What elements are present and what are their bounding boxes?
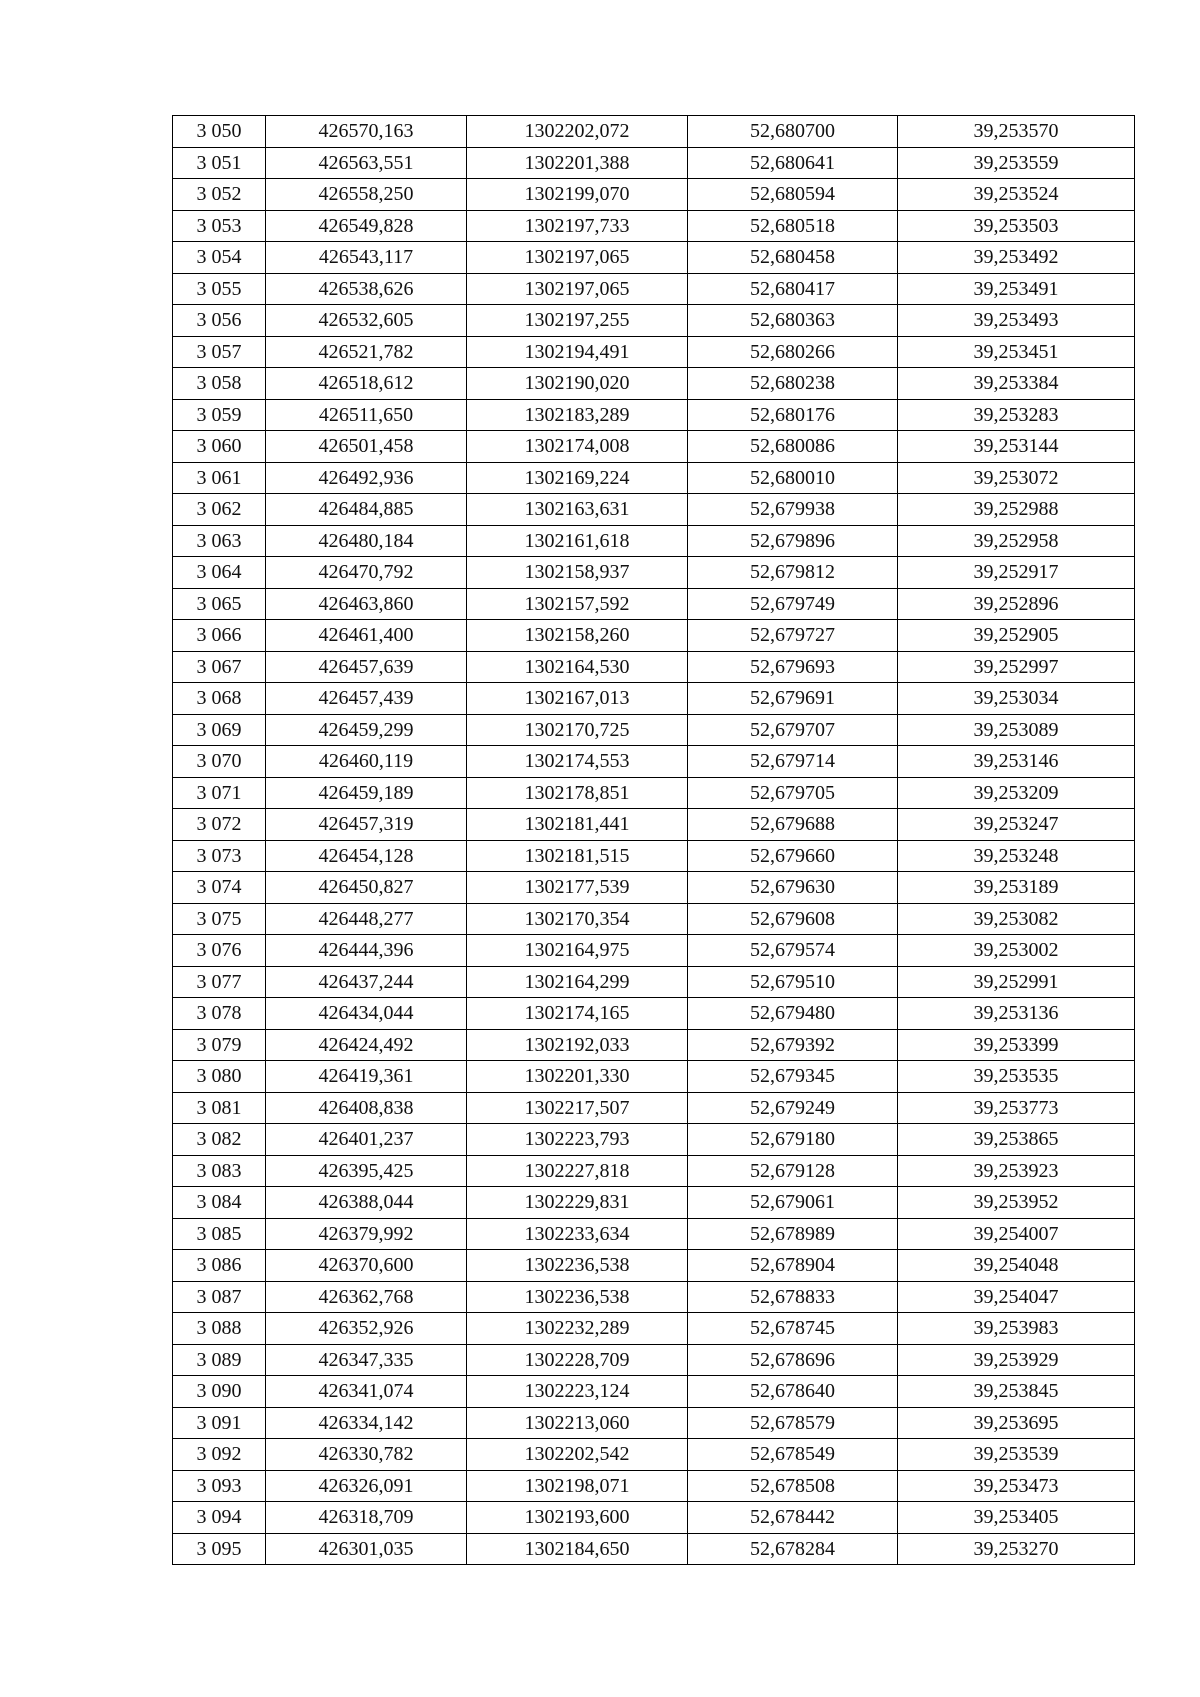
coord-y-cell: 1302193,600 <box>467 1502 688 1534</box>
point-number-cell: 3 063 <box>173 525 266 557</box>
longitude-cell: 39,253983 <box>898 1313 1135 1345</box>
coord-y-cell: 1302201,388 <box>467 147 688 179</box>
point-number-cell: 3 062 <box>173 494 266 526</box>
latitude-cell: 52,679630 <box>688 872 898 904</box>
table-row <box>173 588 1135 620</box>
table-row <box>173 1124 1135 1156</box>
table-row <box>173 431 1135 463</box>
point-number-cell: 3 059 <box>173 399 266 431</box>
coord-y-cell: 1302183,289 <box>467 399 688 431</box>
longitude-cell: 39,252905 <box>898 620 1135 652</box>
coord-x-cell: 426461,400 <box>266 620 467 652</box>
coord-y-cell: 1302201,330 <box>467 1061 688 1093</box>
longitude-cell: 39,253283 <box>898 399 1135 431</box>
latitude-cell: 52,678579 <box>688 1407 898 1439</box>
longitude-cell: 39,253451 <box>898 336 1135 368</box>
coord-y-cell: 1302229,831 <box>467 1187 688 1219</box>
coord-y-cell: 1302197,065 <box>467 273 688 305</box>
latitude-cell: 52,680086 <box>688 431 898 463</box>
coord-x-cell: 426518,612 <box>266 368 467 400</box>
coord-x-cell: 426301,035 <box>266 1533 467 1565</box>
table-row <box>173 872 1135 904</box>
table-row <box>173 1281 1135 1313</box>
latitude-cell: 52,678833 <box>688 1281 898 1313</box>
longitude-cell: 39,253524 <box>898 179 1135 211</box>
longitude-cell: 39,253865 <box>898 1124 1135 1156</box>
coord-x-cell: 426444,396 <box>266 935 467 967</box>
table-row <box>173 336 1135 368</box>
point-number-cell: 3 050 <box>173 116 266 148</box>
coord-x-cell: 426492,936 <box>266 462 467 494</box>
longitude-cell: 39,254007 <box>898 1218 1135 1250</box>
longitude-cell: 39,253144 <box>898 431 1135 463</box>
latitude-cell: 52,679812 <box>688 557 898 589</box>
latitude-cell: 52,679249 <box>688 1092 898 1124</box>
coord-x-cell: 426563,551 <box>266 147 467 179</box>
latitude-cell: 52,678696 <box>688 1344 898 1376</box>
coord-y-cell: 1302177,539 <box>467 872 688 904</box>
coord-x-cell: 426538,626 <box>266 273 467 305</box>
point-number-cell: 3 053 <box>173 210 266 242</box>
table-row <box>173 1155 1135 1187</box>
latitude-cell: 52,679061 <box>688 1187 898 1219</box>
table-row <box>173 1218 1135 1250</box>
coord-x-cell: 426318,709 <box>266 1502 467 1534</box>
table-row <box>173 1344 1135 1376</box>
table-row <box>173 147 1135 179</box>
coord-x-cell: 426330,782 <box>266 1439 467 1471</box>
coord-y-cell: 1302202,542 <box>467 1439 688 1471</box>
coord-x-cell: 426521,782 <box>266 336 467 368</box>
longitude-cell: 39,252997 <box>898 651 1135 683</box>
latitude-cell: 52,680594 <box>688 179 898 211</box>
latitude-cell: 52,680010 <box>688 462 898 494</box>
longitude-cell: 39,254048 <box>898 1250 1135 1282</box>
coord-x-cell: 426388,044 <box>266 1187 467 1219</box>
coord-x-cell: 426326,091 <box>266 1470 467 1502</box>
point-number-cell: 3 092 <box>173 1439 266 1471</box>
point-number-cell: 3 069 <box>173 714 266 746</box>
point-number-cell: 3 079 <box>173 1029 266 1061</box>
latitude-cell: 52,680417 <box>688 273 898 305</box>
table-row <box>173 1376 1135 1408</box>
coord-y-cell: 1302197,733 <box>467 210 688 242</box>
coord-y-cell: 1302202,072 <box>467 116 688 148</box>
point-number-cell: 3 074 <box>173 872 266 904</box>
point-number-cell: 3 051 <box>173 147 266 179</box>
table-row <box>173 1061 1135 1093</box>
coord-y-cell: 1302181,441 <box>467 809 688 841</box>
table-row <box>173 998 1135 1030</box>
point-number-cell: 3 091 <box>173 1407 266 1439</box>
longitude-cell: 39,253248 <box>898 840 1135 872</box>
longitude-cell: 39,253493 <box>898 305 1135 337</box>
coord-y-cell: 1302228,709 <box>467 1344 688 1376</box>
coord-y-cell: 1302174,165 <box>467 998 688 1030</box>
longitude-cell: 39,253773 <box>898 1092 1135 1124</box>
latitude-cell: 52,679608 <box>688 903 898 935</box>
coord-y-cell: 1302158,260 <box>467 620 688 652</box>
table-row <box>173 683 1135 715</box>
latitude-cell: 52,678745 <box>688 1313 898 1345</box>
coord-x-cell: 426470,792 <box>266 557 467 589</box>
coord-y-cell: 1302174,553 <box>467 746 688 778</box>
table-row <box>173 1250 1135 1282</box>
latitude-cell: 52,679896 <box>688 525 898 557</box>
latitude-cell: 52,679691 <box>688 683 898 715</box>
table-row <box>173 903 1135 935</box>
longitude-cell: 39,252896 <box>898 588 1135 620</box>
longitude-cell: 39,253270 <box>898 1533 1135 1565</box>
longitude-cell: 39,253089 <box>898 714 1135 746</box>
table-row <box>173 1029 1135 1061</box>
coord-y-cell: 1302217,507 <box>467 1092 688 1124</box>
point-number-cell: 3 077 <box>173 966 266 998</box>
coord-x-cell: 426434,044 <box>266 998 467 1030</box>
point-number-cell: 3 094 <box>173 1502 266 1534</box>
table-row <box>173 1187 1135 1219</box>
longitude-cell: 39,253473 <box>898 1470 1135 1502</box>
point-number-cell: 3 081 <box>173 1092 266 1124</box>
coord-x-cell: 426352,926 <box>266 1313 467 1345</box>
table-row <box>173 305 1135 337</box>
coord-x-cell: 426549,828 <box>266 210 467 242</box>
table-row <box>173 1533 1135 1565</box>
coord-y-cell: 1302236,538 <box>467 1281 688 1313</box>
coord-y-cell: 1302199,070 <box>467 179 688 211</box>
longitude-cell: 39,254047 <box>898 1281 1135 1313</box>
latitude-cell: 52,678904 <box>688 1250 898 1282</box>
coord-y-cell: 1302190,020 <box>467 368 688 400</box>
coord-x-cell: 426484,885 <box>266 494 467 526</box>
coord-y-cell: 1302198,071 <box>467 1470 688 1502</box>
coord-y-cell: 1302184,650 <box>467 1533 688 1565</box>
coord-y-cell: 1302178,851 <box>467 777 688 809</box>
table-row <box>173 116 1135 148</box>
longitude-cell: 39,253535 <box>898 1061 1135 1093</box>
latitude-cell: 52,679660 <box>688 840 898 872</box>
coord-x-cell: 426437,244 <box>266 966 467 998</box>
latitude-cell: 52,680176 <box>688 399 898 431</box>
point-number-cell: 3 064 <box>173 557 266 589</box>
coord-x-cell: 426450,827 <box>266 872 467 904</box>
latitude-cell: 52,680238 <box>688 368 898 400</box>
latitude-cell: 52,679180 <box>688 1124 898 1156</box>
point-number-cell: 3 068 <box>173 683 266 715</box>
coord-x-cell: 426543,117 <box>266 242 467 274</box>
latitude-cell: 52,679705 <box>688 777 898 809</box>
table-row <box>173 210 1135 242</box>
point-number-cell: 3 055 <box>173 273 266 305</box>
coord-x-cell: 426395,425 <box>266 1155 467 1187</box>
longitude-cell: 39,253952 <box>898 1187 1135 1219</box>
point-number-cell: 3 072 <box>173 809 266 841</box>
longitude-cell: 39,253189 <box>898 872 1135 904</box>
latitude-cell: 52,678442 <box>688 1502 898 1534</box>
point-number-cell: 3 056 <box>173 305 266 337</box>
table-row <box>173 777 1135 809</box>
point-number-cell: 3 070 <box>173 746 266 778</box>
table-row <box>173 273 1135 305</box>
latitude-cell: 52,680458 <box>688 242 898 274</box>
coord-x-cell: 426457,439 <box>266 683 467 715</box>
table-row <box>173 179 1135 211</box>
latitude-cell: 52,678508 <box>688 1470 898 1502</box>
point-number-cell: 3 087 <box>173 1281 266 1313</box>
coord-y-cell: 1302164,975 <box>467 935 688 967</box>
latitude-cell: 52,679574 <box>688 935 898 967</box>
latitude-cell: 52,680363 <box>688 305 898 337</box>
point-number-cell: 3 084 <box>173 1187 266 1219</box>
coord-x-cell: 426558,250 <box>266 179 467 211</box>
coordinates-table <box>172 115 1135 1565</box>
coord-x-cell: 426457,319 <box>266 809 467 841</box>
longitude-cell: 39,252917 <box>898 557 1135 589</box>
table-row <box>173 809 1135 841</box>
longitude-cell: 39,253034 <box>898 683 1135 715</box>
longitude-cell: 39,253146 <box>898 746 1135 778</box>
point-number-cell: 3 058 <box>173 368 266 400</box>
point-number-cell: 3 085 <box>173 1218 266 1250</box>
point-number-cell: 3 052 <box>173 179 266 211</box>
point-number-cell: 3 086 <box>173 1250 266 1282</box>
coord-x-cell: 426408,838 <box>266 1092 467 1124</box>
point-number-cell: 3 083 <box>173 1155 266 1187</box>
coord-x-cell: 426454,128 <box>266 840 467 872</box>
coord-x-cell: 426459,299 <box>266 714 467 746</box>
latitude-cell: 52,679727 <box>688 620 898 652</box>
point-number-cell: 3 090 <box>173 1376 266 1408</box>
latitude-cell: 52,680641 <box>688 147 898 179</box>
longitude-cell: 39,253405 <box>898 1502 1135 1534</box>
coord-y-cell: 1302232,289 <box>467 1313 688 1345</box>
coord-y-cell: 1302169,224 <box>467 462 688 494</box>
table-row <box>173 651 1135 683</box>
coord-x-cell: 426457,639 <box>266 651 467 683</box>
latitude-cell: 52,679480 <box>688 998 898 1030</box>
longitude-cell: 39,253695 <box>898 1407 1135 1439</box>
table-row <box>173 840 1135 872</box>
longitude-cell: 39,253559 <box>898 147 1135 179</box>
coord-y-cell: 1302213,060 <box>467 1407 688 1439</box>
latitude-cell: 52,679707 <box>688 714 898 746</box>
point-number-cell: 3 088 <box>173 1313 266 1345</box>
latitude-cell: 52,678640 <box>688 1376 898 1408</box>
table-row <box>173 462 1135 494</box>
longitude-cell: 39,253209 <box>898 777 1135 809</box>
coord-x-cell: 426463,860 <box>266 588 467 620</box>
coord-x-cell: 426362,768 <box>266 1281 467 1313</box>
table-row <box>173 966 1135 998</box>
point-number-cell: 3 054 <box>173 242 266 274</box>
table-row <box>173 494 1135 526</box>
coordinates-table-body <box>173 116 1135 1565</box>
longitude-cell: 39,253399 <box>898 1029 1135 1061</box>
table-row <box>173 557 1135 589</box>
coord-x-cell: 426459,189 <box>266 777 467 809</box>
table-row <box>173 368 1135 400</box>
point-number-cell: 3 067 <box>173 651 266 683</box>
coord-x-cell: 426570,163 <box>266 116 467 148</box>
coord-x-cell: 426501,458 <box>266 431 467 463</box>
point-number-cell: 3 071 <box>173 777 266 809</box>
latitude-cell: 52,680518 <box>688 210 898 242</box>
point-number-cell: 3 065 <box>173 588 266 620</box>
coord-y-cell: 1302163,631 <box>467 494 688 526</box>
longitude-cell: 39,253929 <box>898 1344 1135 1376</box>
coord-x-cell: 426334,142 <box>266 1407 467 1439</box>
latitude-cell: 52,679392 <box>688 1029 898 1061</box>
point-number-cell: 3 095 <box>173 1533 266 1565</box>
latitude-cell: 52,678989 <box>688 1218 898 1250</box>
longitude-cell: 39,253072 <box>898 462 1135 494</box>
coord-x-cell: 426341,074 <box>266 1376 467 1408</box>
table-row <box>173 620 1135 652</box>
latitude-cell: 52,679510 <box>688 966 898 998</box>
longitude-cell: 39,253570 <box>898 116 1135 148</box>
longitude-cell: 39,253923 <box>898 1155 1135 1187</box>
coord-y-cell: 1302194,491 <box>467 336 688 368</box>
coord-y-cell: 1302167,013 <box>467 683 688 715</box>
coord-x-cell: 426448,277 <box>266 903 467 935</box>
coord-x-cell: 426401,237 <box>266 1124 467 1156</box>
latitude-cell: 52,680700 <box>688 116 898 148</box>
coord-y-cell: 1302161,618 <box>467 525 688 557</box>
longitude-cell: 39,252991 <box>898 966 1135 998</box>
coord-y-cell: 1302170,354 <box>467 903 688 935</box>
longitude-cell: 39,253002 <box>898 935 1135 967</box>
longitude-cell: 39,253082 <box>898 903 1135 935</box>
longitude-cell: 39,252988 <box>898 494 1135 526</box>
coord-y-cell: 1302236,538 <box>467 1250 688 1282</box>
table-row <box>173 1470 1135 1502</box>
coord-y-cell: 1302164,530 <box>467 651 688 683</box>
point-number-cell: 3 073 <box>173 840 266 872</box>
coord-x-cell: 426511,650 <box>266 399 467 431</box>
coord-y-cell: 1302223,793 <box>467 1124 688 1156</box>
latitude-cell: 52,679938 <box>688 494 898 526</box>
coord-x-cell: 426424,492 <box>266 1029 467 1061</box>
longitude-cell: 39,253136 <box>898 998 1135 1030</box>
longitude-cell: 39,253503 <box>898 210 1135 242</box>
coord-y-cell: 1302223,124 <box>467 1376 688 1408</box>
point-number-cell: 3 060 <box>173 431 266 463</box>
table-row <box>173 1439 1135 1471</box>
table-row <box>173 1092 1135 1124</box>
coord-y-cell: 1302197,065 <box>467 242 688 274</box>
table-row <box>173 1407 1135 1439</box>
table-row <box>173 714 1135 746</box>
table-row <box>173 746 1135 778</box>
coord-y-cell: 1302233,634 <box>467 1218 688 1250</box>
longitude-cell: 39,253492 <box>898 242 1135 274</box>
point-number-cell: 3 066 <box>173 620 266 652</box>
coord-x-cell: 426379,992 <box>266 1218 467 1250</box>
table-row <box>173 1502 1135 1534</box>
coord-y-cell: 1302181,515 <box>467 840 688 872</box>
latitude-cell: 52,680266 <box>688 336 898 368</box>
coord-y-cell: 1302157,592 <box>467 588 688 620</box>
coord-x-cell: 426532,605 <box>266 305 467 337</box>
point-number-cell: 3 080 <box>173 1061 266 1093</box>
coord-y-cell: 1302192,033 <box>467 1029 688 1061</box>
longitude-cell: 39,252958 <box>898 525 1135 557</box>
latitude-cell: 52,679688 <box>688 809 898 841</box>
table-row <box>173 242 1135 274</box>
longitude-cell: 39,253491 <box>898 273 1135 305</box>
coord-y-cell: 1302227,818 <box>467 1155 688 1187</box>
point-number-cell: 3 082 <box>173 1124 266 1156</box>
table-row <box>173 935 1135 967</box>
coord-y-cell: 1302164,299 <box>467 966 688 998</box>
latitude-cell: 52,679345 <box>688 1061 898 1093</box>
table-row <box>173 399 1135 431</box>
table-row <box>173 1313 1135 1345</box>
latitude-cell: 52,678284 <box>688 1533 898 1565</box>
point-number-cell: 3 061 <box>173 462 266 494</box>
longitude-cell: 39,253845 <box>898 1376 1135 1408</box>
coord-x-cell: 426419,361 <box>266 1061 467 1093</box>
point-number-cell: 3 093 <box>173 1470 266 1502</box>
coord-y-cell: 1302197,255 <box>467 305 688 337</box>
point-number-cell: 3 089 <box>173 1344 266 1376</box>
point-number-cell: 3 057 <box>173 336 266 368</box>
coord-x-cell: 426460,119 <box>266 746 467 778</box>
coord-y-cell: 1302174,008 <box>467 431 688 463</box>
point-number-cell: 3 075 <box>173 903 266 935</box>
latitude-cell: 52,679714 <box>688 746 898 778</box>
coord-x-cell: 426370,600 <box>266 1250 467 1282</box>
table-row <box>173 525 1135 557</box>
longitude-cell: 39,253247 <box>898 809 1135 841</box>
coord-y-cell: 1302170,725 <box>467 714 688 746</box>
point-number-cell: 3 078 <box>173 998 266 1030</box>
latitude-cell: 52,679693 <box>688 651 898 683</box>
latitude-cell: 52,678549 <box>688 1439 898 1471</box>
latitude-cell: 52,679749 <box>688 588 898 620</box>
point-number-cell: 3 076 <box>173 935 266 967</box>
longitude-cell: 39,253539 <box>898 1439 1135 1471</box>
latitude-cell: 52,679128 <box>688 1155 898 1187</box>
coord-x-cell: 426347,335 <box>266 1344 467 1376</box>
coord-y-cell: 1302158,937 <box>467 557 688 589</box>
longitude-cell: 39,253384 <box>898 368 1135 400</box>
coord-x-cell: 426480,184 <box>266 525 467 557</box>
